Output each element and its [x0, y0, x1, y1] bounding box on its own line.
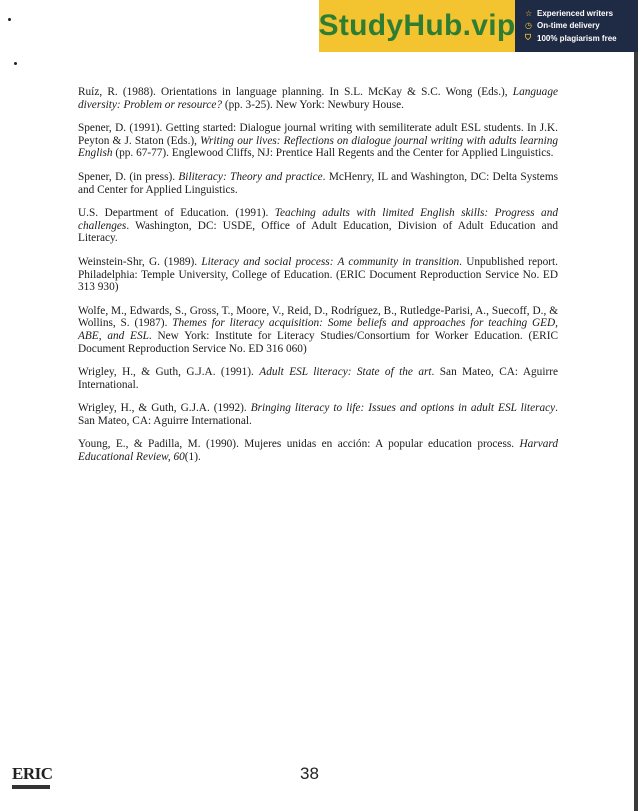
page-number: 38: [300, 764, 319, 783]
eric-logo-text: ERIC: [12, 764, 53, 783]
studyhub-banner[interactable]: [319, 0, 638, 52]
reference-entry: U.S. Department of Education. (1991). Teaching adults with limited English skills: Progress and challenges. Washington, DC: USDE, Office of Adult Education, Division of Adult Education and Literacy.: [78, 207, 558, 245]
reference-entry: Spener, D. (1991). Getting started: Dialogue journal writing with semiliterate adult ESL students. In J.K. Peyton & J. Staton (Eds.), Writing our lives: Reflections on dialogue journal writing with adults learning English (pp. 67-77). Englewood Cliffs, NJ: Prentice Hall Regents and the Center for Applied Linguistics.: [78, 122, 558, 160]
perk-item: [525, 9, 638, 18]
shield-icon: ⛉: [525, 33, 531, 42]
scan-speck: [8, 18, 11, 21]
perk-item: [525, 33, 638, 43]
reference-entry: Weinstein-Shr, G. (1989). Literacy and social process: A community in transition. Unpublished report. Philadelphia: Temple University, College of Education. (ERIC Document Reproduction Service No. ED 313 930): [78, 255, 558, 294]
reference-entry: Ruíz, R. (1988). Orientations in language planning. In S.L. McKay & S.C. Wong (Eds.), Language diversity: Problem or resource? (pp. 3-25). New York: Newbury House.: [78, 86, 558, 111]
star-icon: ☆: [525, 9, 533, 18]
reference-list: [78, 86, 558, 475]
perk-text: 100% plagiarism free: [537, 33, 617, 43]
perks-list: [515, 0, 638, 52]
perk-item: [525, 21, 638, 30]
scan-speck: [14, 62, 17, 65]
clock-icon: ◷: [525, 21, 532, 30]
perk-text: On-time delivery: [537, 21, 600, 30]
reference-entry: Wrigley, H., & Guth, G.J.A. (1991). Adult ESL literacy: State of the art. San Mateo, CA: Aguirre International.: [78, 366, 558, 391]
reference-entry: Wolfe, M., Edwards, S., Gross, T., Moore, V., Reid, D., Rodríguez, B., Rutledge-Parisi, A., Suecoff, D., & Wollins, S. (1987). Themes for literacy acquisition: Some beliefs and approaches for teaching GED, ABE, and ESL. New York: Institute for Literacy Studies/Consortium for Worker Education. (ERIC Document Reproduction Service No. ED 316 060): [78, 304, 559, 355]
reference-entry: Young, E., & Padilla, M. (1990). Mujeres unidas en acción: A popular education process. Harvard Educational Review, 60(1).: [78, 438, 558, 464]
eric-logo: [12, 764, 52, 800]
reference-entry: Spener, D. (in press). Biliteracy: Theory and practice. McHenry, IL and Washington, DC: Delta Systems and Center for Applied Linguistics.: [78, 170, 559, 196]
perk-text: Experienced writers: [537, 9, 614, 18]
studyhub-logo[interactable]: StudyHub.vip: [319, 0, 515, 52]
page-edge: [634, 0, 638, 811]
eric-logo-bar: [12, 785, 50, 789]
reference-entry: Wrigley, H., & Guth, G.J.A. (1992). Bringing literacy to life: Issues and options in adult ESL literacy. San Mateo, CA: Aguirre International.: [78, 402, 558, 427]
